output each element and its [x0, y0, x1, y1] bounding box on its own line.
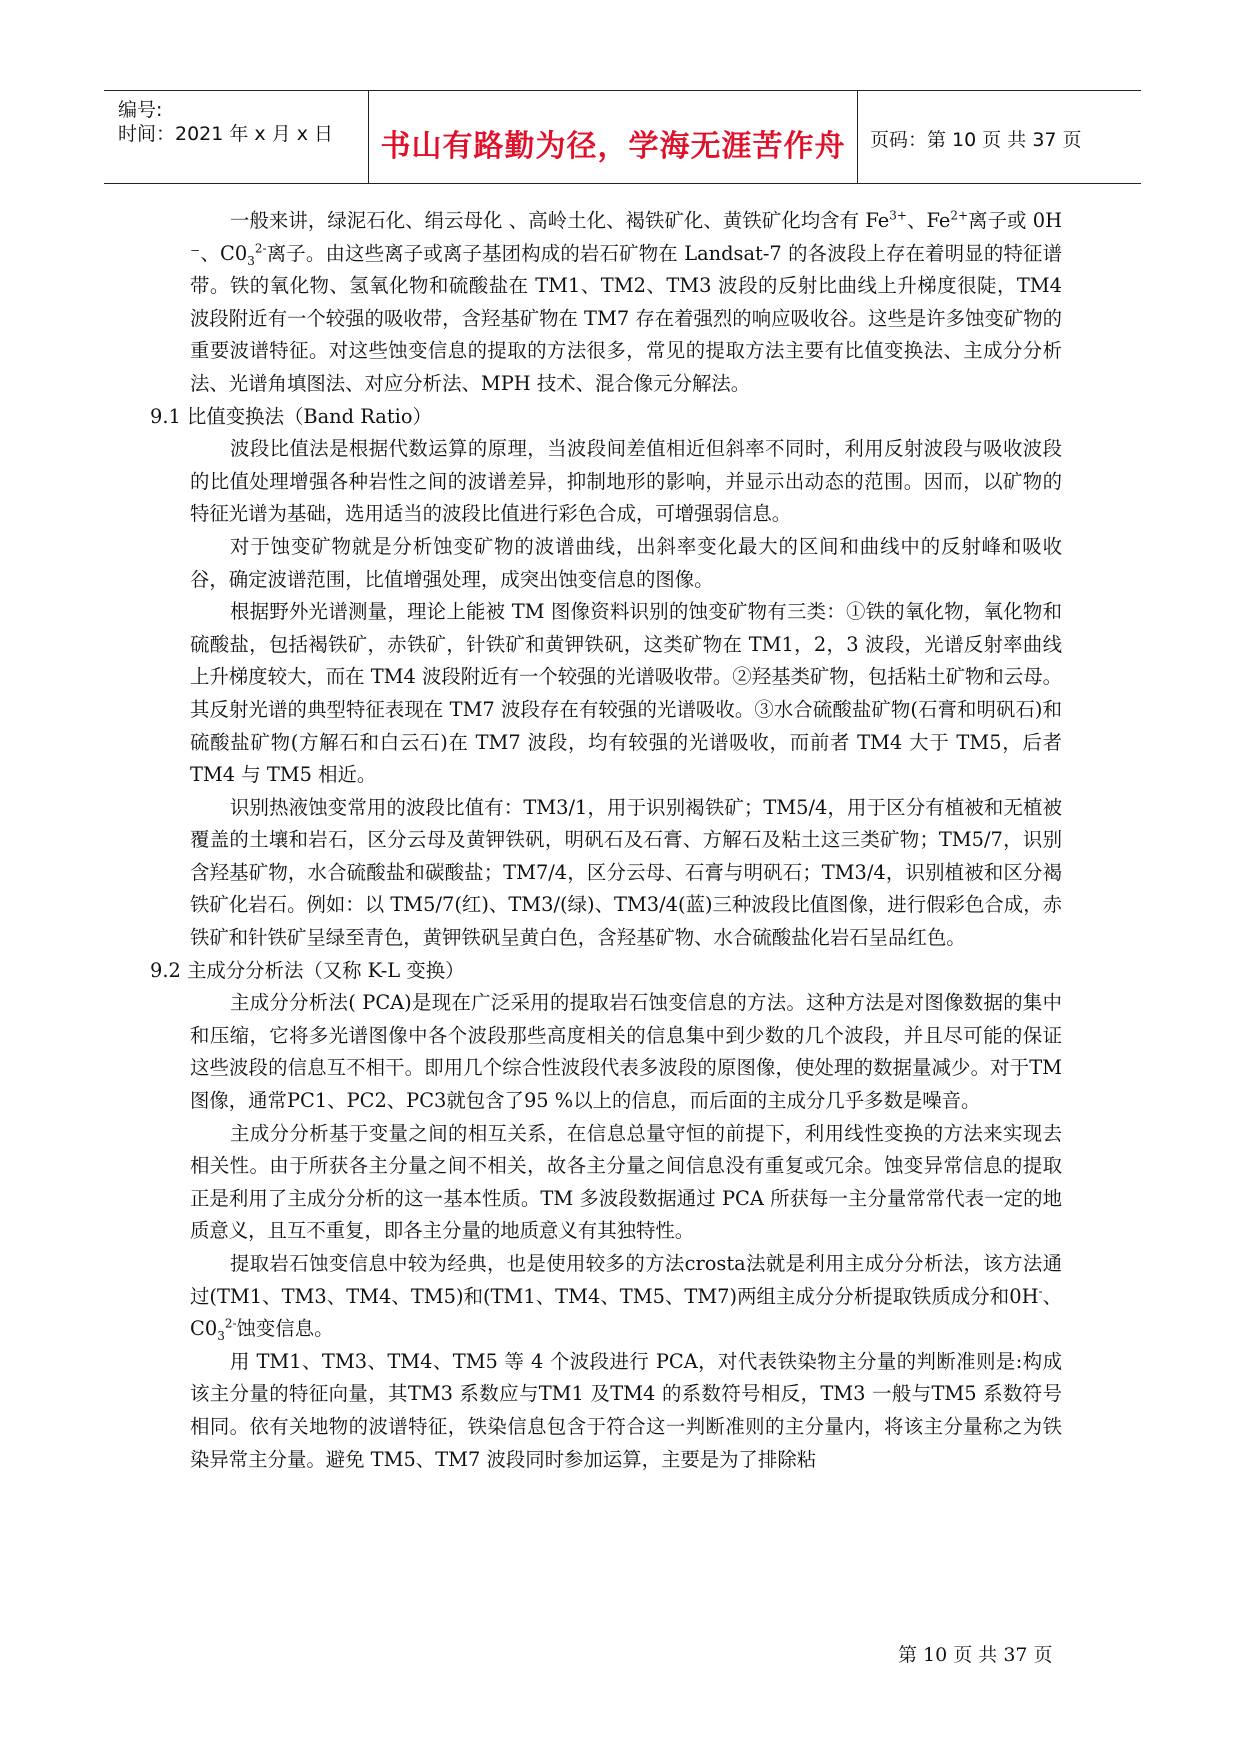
header-page-cell	[858, 91, 1141, 183]
paragraph: 波段比值法是根据代数运算的原理，当波段间差值相近但斜率不同时，利用反射波段与吸收波段的比值处理增强各种岩性之间的波谱差异，抑制地形的影响，并显示出动态的范围。因而，以矿物的特征光谱为基础，选用适当的波段比值进行彩色合成，可增强弱信息。	[190, 437, 1062, 526]
header-motto: 书山有路勤为径，学海无涯苦作舟	[380, 129, 846, 164]
header-motto-cell	[369, 91, 858, 183]
paragraph: 对于蚀变矿物就是分析蚀变矿物的波谱曲线，出斜率变化最大的区间和曲线中的反射峰和吸收谷，确定波谱范围，比值增强处理，成突出蚀变信息的图像。	[190, 534, 1062, 591]
paragraph: 主成分分析法( PCA)是现在广泛采用的提取岩石蚀变信息的方法。这种方法是对图像数据的集中和压缩，它将多光谱图像中各个波段那些高度相关的信息集中到少数的几个波段，并且尽可能的保证这些波段的信息互不相干。即用几个综合性波段代表多波段的原图像，使处理的数据量减少。对于TM图像，通常PC1、PC2、PC3就包含了95 %以上的信息，而后面的主成分几乎多数是噪音。	[190, 991, 1062, 1113]
paragraph: 根据野外光谱测量，理论上能被 TM 图像资料识别的蚀变矿物有三类：①铁的氧化物，氧化物和硫酸盐，包括褐铁矿，赤铁矿，针铁矿和黄钾铁矾，这类矿物在 TM1，2，3 波段，光谱反射率曲线上升梯度较大，而在 TM4 波段附近有一个较强的光谱吸收带。②羟基类矿物，包括粘土矿物和云母。其反射光谱的典型特征表现在 TM7 波段存在有较强的光谱吸收。③水合硫酸盐矿物(石膏和明矾石)和硫酸盐矿物(方解石和白云石)在 TM7 波段，均有较强的光谱吸收，而前者 TM4 大于 TM5，后者 TM4 与 TM5 相近。	[190, 600, 1062, 787]
section-heading-9-1: 9.1 比值变换法（Band Ratio）	[150, 404, 432, 428]
header-meta-cell	[104, 91, 369, 183]
section-heading-9-2: 9.2 主成分分析法（又称 K-L 变换）	[150, 958, 465, 982]
document-time-label: 时间：2021 年 x 月 x 日	[118, 123, 334, 145]
paragraph: 主成分分析基于变量之间的相互关系，在信息总量守恒的前提下，利用线性变换的方法来实现去相关性。由于所获各主分量之间不相关，故各主分量之间信息没有重复或冗余。蚀变异常信息的提取正是利用了主成分分析的这一基本性质。TM 多波段数据通过 PCA 所获每一主分量常常代表一定的地质意义，且互不重复，即各主分量的地质意义有其独特性。	[190, 1121, 1062, 1243]
document-body	[150, 205, 1062, 1476]
paragraph-intro: 一般来讲，绿泥石化、绢云母化 、高岭土化、褐铁矿化、黄铁矿化均含有 $Fe^{3+}$、$Fe^{2+}$离子或 0H ⁻、$C0_3^{2-}$离子。由这些离子或离子基团构成的岩石矿物在 Landsat-7 的各波段上存在着明显的特征谱带。铁的氧化物、氢氧化物和硫酸盐在 TM1、TM2、TM3 波段的反射比曲线上升梯度很陡，TM4 波段附近有一个较强的吸收带，含羟基矿物在 TM7 存在着强烈的响应吸收谷。这些是许多蚀变矿物的重要波谱特征。对这些蚀变信息的提取的方法很多，常见的提取方法主要有比值变换法、主成分分析法、光谱角填图法、对应分析法、MPH 技术、混合像元分解法。	[190, 208, 1062, 395]
document-number-label: 编号:	[118, 99, 163, 121]
paragraph: 识别热液蚀变常用的波段比值有：TM3/1，用于识别褐铁矿；TM5/4，用于区分有植被和无植被覆盖的土壤和岩石，区分云母及黄钾铁矾，明矾石及石膏、方解石及粘土这三类矿物；TM5/7，识别含羟基矿物，水合硫酸盐和碳酸盐；TM7/4，区分云母、石膏与明矾石；TM3/4，识别植被和区分褐铁矿化岩石。例如：以 TM5/7(红)、TM3/(绿)、TM3/4(蓝)三种波段比值图像，进行假彩色合成，赤铁矿和针铁矿呈绿至青色，黄钾铁矾呈黄白色，含羟基矿物、水合硫酸盐化岩石呈品红色。	[190, 795, 1062, 950]
paragraph-crosta: 提取岩石蚀变信息中较为经典，也是使用较多的方法crosta法就是利用主成分分析法，该方法通过(TM1、TM3、TM4、TM5)和(TM1、TM4、TM5、TM7)两组主成分分析提取铁质成分和0H-、$C0_3^{2-}$蚀变信息。	[190, 1252, 1062, 1344]
document-header	[104, 90, 1141, 184]
paragraph: 用 TM1、TM3、TM4、TM5 等 4 个波段进行 PCA，对代表铁染物主分量的判断准则是:构成该主分量的特征向量，其TM3 系数应与TM1 及TM4 的系数符号相反，TM3 一般与TM5 系数符号相同。依有关地物的波谱特征，铁染信息包含于符合这一判断准则的主分量内，将该主分量称之为铁染异常主分量。避免 TM5、TM7 波段同时参加运算，主要是为了排除粘	[190, 1349, 1062, 1471]
header-page-label: 页码：第 10 页 共 37 页	[870, 129, 1082, 151]
page-footer: 第 10 页 共 37 页	[898, 1644, 1053, 1666]
